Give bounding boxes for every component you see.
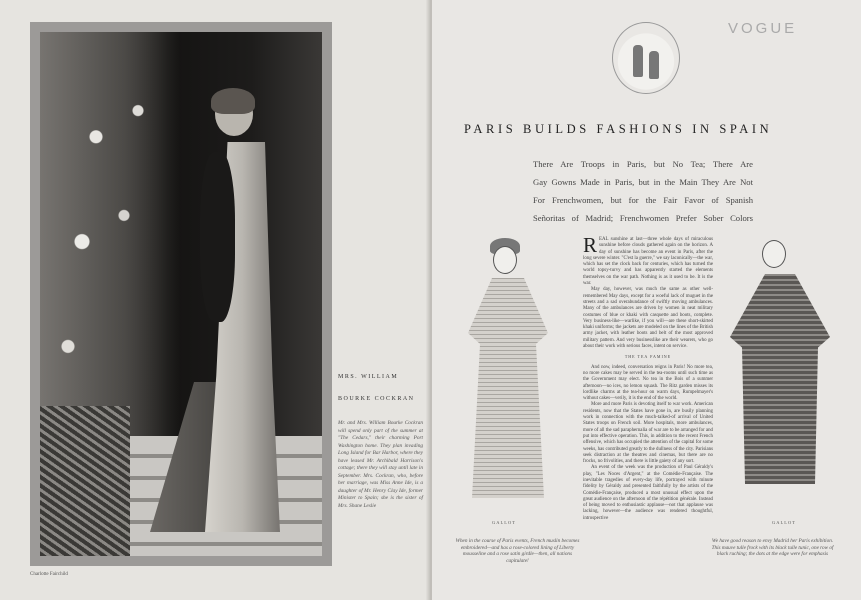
paragraph: More and more Paris is devoting itself to war work. American residents, now that the States have gone in, are busily planning work in connection with the much-talked-of arrival of United States troops on French soil. More hospitals, more ambulances, more of all the sad paraphernalia of war are to be arranged for and put into effective operation. This, in addition to the recent French offensive, which has occupied the attention of the capital for some weeks, has contributed greatly to the dullness of the city. Parisians seek distraction at the theatres and cinemas, but there are no frocks, no frivolities, and there is little gaiety of any sort. (583, 402, 713, 465)
woman-figure (175, 92, 285, 532)
sitter-name-line1: MRS. WILLIAM (338, 374, 399, 380)
sitter-name (338, 366, 430, 410)
deck-line: For Frenchwomen, but for the Fair Favor of Spanish (533, 195, 753, 205)
illustration-caption-right: We have good reason to envy Madrid her Paris exhibition. This mauve tulle frock with its black tulle tunic, one row of black ruching; the dots at the edge were for emphasis (711, 538, 834, 557)
illustration-credit: GALLOT (772, 520, 796, 525)
illustration-caption-left: When in the course of Paris events, French muslin becomes embroidered—and has a rose-colored lining of Liberty mousseline and a rose satin girdle—then, all nations capitulate! (455, 538, 580, 564)
paragraph: An event of the week was the production of Paul Géraldy's play, "Les Noces d'Argent," at the Comédie-Française. The inevitable tragedies of every-day life, portrayed with minute fidelity by Géraldy and presented faithfully by the artists of the Comédie-Française, produced a most unusual effect upon the great audience on the afternoon of the répétition générale. Instead of being moved to enthusiastic applause—not that applause was lacking, however—the audience was rendered thoughtful, introspective (583, 465, 713, 521)
paragraph: And now, indeed, conversation reigns in Paris! No more tea, no more cakes may be served in the tea-rooms until such time as the Government may elect. No tea in the Bois of a summer afternoon—no ices, no lemon squash. The Ritz garden misses its lordlike charms at the tea-hour on warm days, Rumpelmayer's without cakes—verily, it is the end of the world. (583, 364, 713, 402)
deck-line: Señoritas of Madrid; Frenchwomen Prefer Sober Colors (533, 213, 753, 223)
fashion-illustration-left (440, 238, 575, 523)
fashion-illustration-right (720, 238, 845, 523)
article-title: PARIS BUILDS FASHIONS IN SPAIN (464, 122, 773, 136)
paragraph: EAL sunshine at last—three whole days of miraculous sunshine before clouds gathered again on the horizon. A day of sunshine has become an event in Paris, after the long severe winter. "C'est la guerre," we say laconically—the war, which has set the clock back for centuries, which has turned the world topsy-turvy and has apparently started the elements themselves on the war path. Nothing is as it used to be. It is the war. (583, 237, 713, 287)
left-page (0, 0, 430, 600)
sitter-name-line2: BOURKE COCKRAN (338, 396, 415, 402)
photo-credit: Charlotte Fairchild (30, 572, 68, 577)
article-deck (533, 155, 753, 227)
article-body (583, 233, 713, 522)
paragraph: May day, however, was much the same as other well-remembered May days, except for a woeful lack of muguet in the streets and a sad overabundance of swiftly moving ambulances. Many of the ambulances are driven by women in neat military costumes of blue or khaki with casquette and boots, complete. Very business-like—warlike, if you will—are these short-skirted khaki uniforms; the jackets are modeled on the lines of the British army jacket, with leather boots and belt of the most approved military pattern. And very businesslike are their wearers, who go about their work with serious faces, intent on service. (583, 287, 713, 350)
portrait-caption: Mr. and Mrs. William Bourke Cockran will spend only part of the summer at "The Cedars," their charming Port Washington home. They plan invading Long Island for Bar Harbor, where they have leased Mr. Archibald Harrison's cottage; there they will stay until late in September. Mrs. Cockran, who, before her marriage, was Miss Anne Ide, is a daughter of Mr. Henry Clay Ide, former Minister to Spain; she is the sister of Mrs. Shane Leslie (338, 420, 423, 509)
portrait-frame (30, 22, 332, 566)
decorative-emblem (612, 22, 680, 94)
drop-cap: R (583, 233, 598, 257)
deck-line: There Are Troops in Paris, but No Tea; There Are (533, 159, 753, 169)
deck-line: Gay Gowns Made in Paris, but in the Main They Are Not (533, 177, 753, 187)
vogue-logo: VOGUE (728, 20, 798, 37)
section-subhead: THE TEA FAMINE (624, 354, 672, 360)
fern-plant (40, 406, 130, 556)
portrait-photo (40, 32, 322, 556)
illustration-credit: GALLOT (492, 520, 516, 525)
